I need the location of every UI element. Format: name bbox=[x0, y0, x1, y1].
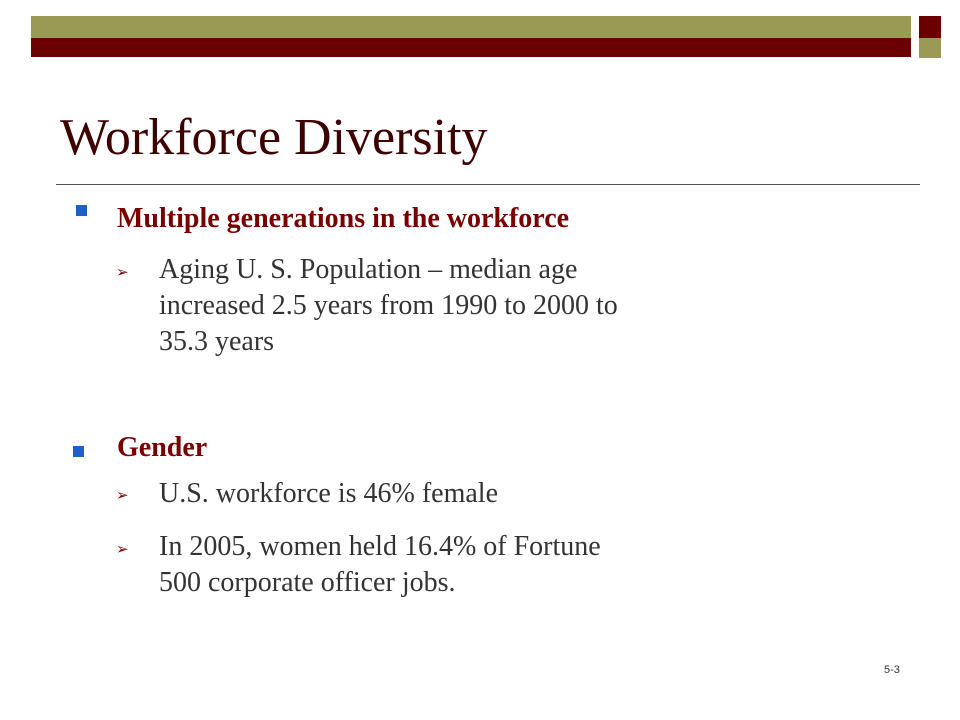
page-number: 5-3 bbox=[884, 664, 900, 676]
header-corner-maroon-square bbox=[919, 16, 941, 38]
header-band-olive bbox=[31, 16, 911, 38]
sub-bullet-line: U.S. workforce is 46% female bbox=[159, 478, 499, 509]
square-bullet-icon bbox=[76, 205, 87, 216]
bullet-heading-generations: Multiple generations in the workforce bbox=[117, 203, 570, 234]
arrow-bullet-icon: ➢ bbox=[116, 486, 129, 504]
arrow-bullet-icon: ➢ bbox=[116, 263, 129, 281]
title-divider bbox=[56, 184, 920, 185]
sub-bullet-line: 35.3 years bbox=[159, 326, 275, 357]
slide-title: Workforce Diversity bbox=[60, 109, 488, 166]
header-band-maroon bbox=[31, 38, 911, 56]
bullet-heading-gender: Gender bbox=[117, 432, 208, 463]
sub-bullet-line: 500 corporate officer jobs. bbox=[159, 567, 456, 598]
square-bullet-icon bbox=[73, 446, 84, 457]
sub-bullet-line: In 2005, women held 16.4% of Fortune bbox=[159, 531, 601, 562]
sub-bullet-line: Aging U. S. Population – median age bbox=[159, 254, 578, 285]
sub-bullet-line: increased 2.5 years from 1990 to 2000 to bbox=[159, 290, 618, 321]
header-corner-olive-square bbox=[919, 38, 941, 58]
arrow-bullet-icon: ➢ bbox=[116, 540, 129, 558]
header-band-line bbox=[31, 56, 911, 57]
